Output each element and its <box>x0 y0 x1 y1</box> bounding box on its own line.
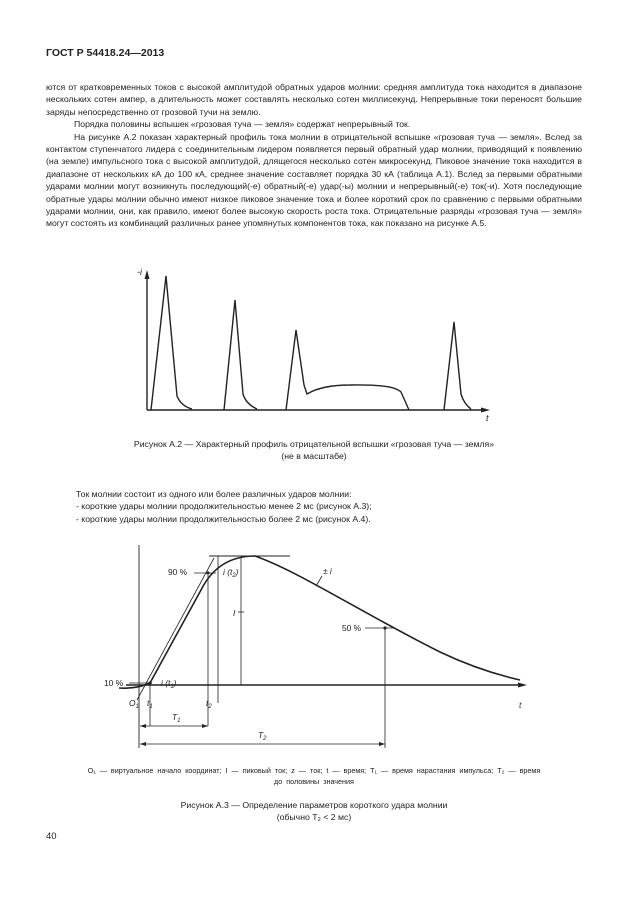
label-t2: $t_2$ <box>206 698 212 710</box>
label-50: 50 % <box>342 623 362 633</box>
label-i-t1: i $(t_1)$ <box>161 678 177 690</box>
legend-line: O₁ — виртуальное начало координат; I — пиковый ток; z — ток; t — время; T₁ — время нарастания импульса; T₂ — время <box>87 766 541 775</box>
caption-line: (не в масштабе) <box>281 451 347 461</box>
list-item: - короткие удары молнии продолжительностью менее 2 мс (рисунок А.3); <box>76 501 372 512</box>
label-T2: $T_2$ <box>258 730 267 742</box>
document-header: ГОСТ Р 54418.24—2013 <box>46 47 165 59</box>
x-axis-label: t <box>486 413 489 423</box>
arrow-head <box>140 724 146 728</box>
legend-line: до половины значения <box>274 777 354 786</box>
figure-a3-caption <box>46 799 582 823</box>
paragraph: ются от кратковременных токов с высокой амплитудой обратных ударов молнии: средняя амплитуда тока находится в диапазоне нескольких сотен ампер, а длительность может составлять несколько сотен миллисекунд. Непрерывные токи переносят большие заряды непосредственно от грозовой тучи на землю. <box>46 82 582 117</box>
paragraph: Порядка половины вспышек «грозовая туча — земля» содержат непрерывный ток. <box>74 119 411 130</box>
list-intro: Ток молнии состоит из одного или более различных ударов молнии: <box>76 489 352 499</box>
page-number: 40 <box>46 831 57 842</box>
label-i-t2: i $(t_2)$ <box>223 567 239 579</box>
figure-a3-legend <box>46 765 582 787</box>
x-axis-arrow <box>518 683 527 688</box>
arrow-head <box>379 742 385 746</box>
label-t1: $t_1$ <box>147 698 153 710</box>
point-50 <box>383 626 386 629</box>
caption-line: Рисунок А.3 — Определение параметров короткого удара молнии <box>180 800 448 810</box>
label-origin: $O_1$ <box>129 698 139 710</box>
arrow-head <box>140 742 146 746</box>
label-pm-i: ± i <box>323 566 332 576</box>
label-peak-current: I <box>233 608 236 618</box>
label-t: t <box>519 700 522 710</box>
list-item: - короткие удары молнии продолжительностью более 2 мс (рисунок А.4). <box>76 513 371 524</box>
point-10 <box>148 681 151 684</box>
point-90 <box>206 571 209 574</box>
y-axis-label: -i <box>137 267 142 277</box>
pm-i-leader <box>316 576 322 586</box>
paragraph: На рисунке А.2 показан характерный профиль тока молнии в отрицательной вспышке «грозовая туча — земля». Вслед за контактом ступенчатого лидера с соединительным лидером появляется первый обратный удар молнии, приводящий к появлению (на земле) импульсного тока с высокой амплитудой, длящегося несколько сотен микросекунд. Пиковое значение тока находится в диапазоне от нескольких кА до 100 кА, среднее значение составляет порядка 30 кА (таблица А.1). Вслед за первыми обратными ударами молнии могут возникнуть последующий(-е) обратный(-е) удар(-ы) молнии и непрерывный(-е) ток(-и). Хотя последующие обратные удары молнии обычно имеют низкое пиковое значение тока и более короткий срок по сравнению с первыми обратными ударами молнии, они, как правило, имеют более высокую скорость роста тока. Отрицательные разряды «грозовая туча — земля» могут состоять из комбинаций различных ранее упомянутых компонентов тока, как показано на рисунке А.5. <box>46 131 582 229</box>
label-90: 90 % <box>168 567 188 577</box>
caption-line: (обычно T₂ < 2 мс) <box>276 812 352 822</box>
arrow-head <box>202 724 208 728</box>
label-T1: $T_1$ <box>172 712 181 724</box>
caption-line: Рисунок А.2 — Характерный профиль отрицательной вспышки «грозовая туча — земля» <box>133 439 495 449</box>
label-10: 10 % <box>104 678 124 688</box>
